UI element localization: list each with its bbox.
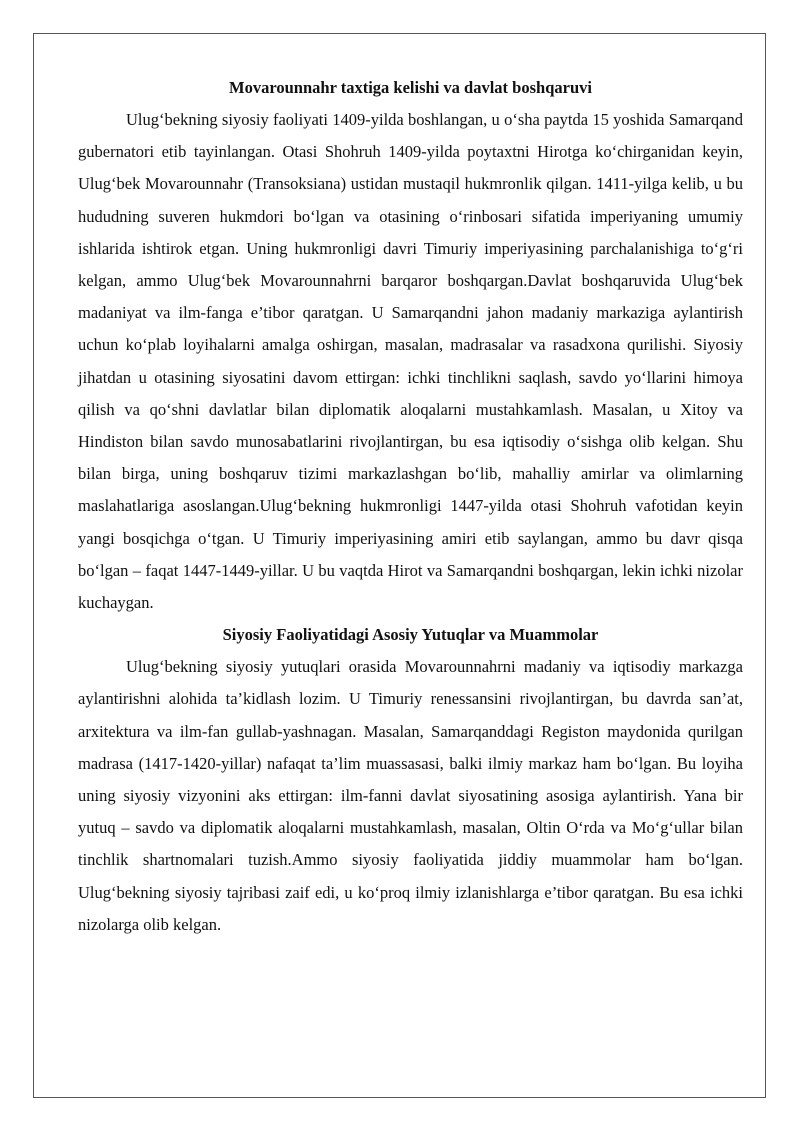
section-heading-accession: Movarounnahr taxtiga kelishi va davlat boshqaruvi — [229, 78, 592, 97]
section-heading-achievements: Siyosiy Faoliyatidagi Asosiy Yutuqlar va Muammolar — [222, 625, 599, 645]
document-body — [78, 72, 743, 941]
paragraph-achievements: Ulug‘bekning siyosiy yutuqlari orasida Movarounnahrni madaniy va iqtisodiy markazga aylantirishni alohida ta’kidlash lozim. U Timuriy renessansini rivojlantirgan, bu davrda san’at, arxitektura va ilm-fan gullab-yashnagan. Masalan, Samarqanddagi Registon maydonida qurilgan madrasa (1417-1420-yillar) nafaqat ta’lim muassasasi, balki ilmiy markaz ham bo‘lgan. Bu loyiha uning siyosiy vizyonini aks ettirgan: ilm-fanni davlat siyosatining asosiga aylantirish. Yana bir yutuq – savdo va diplomatik aloqalarni mustahkamlash, masalan, Oltin O‘rda va Mo‘g‘ullar bilan tinchlik shartnomalari tuzish.Ammo siyosiy faoliyatida jiddiy muammolar ham bo‘lgan. Ulug‘bekning siyosiy tajribasi zaif edi, u ko‘proq ilmiy izlanishlarga e’tibor qaratgan. Bu esa ichki nizolarga olib kelgan. — [78, 657, 743, 934]
paragraph-accession: Ulug‘bekning siyosiy faoliyati 1409-yilda boshlangan, u o‘sha paytda 15 yoshida Samarqand gubernatori etib tayinlangan. Otasi Shohruh 1409-yilda poytaxtni Hirotga ko‘chirganidan keyin, Ulug‘bek Movarounnahr (Transoksiana) ustidan mustaqil hukmronlik qilgan. 1411-yilga kelib, u bu hududning suveren hukmdori bo‘lgan va otasining o‘rinbosari sifatida imperiyaning umumiy ishlarida ishtirok etgan. Uning hukmronligi davri Timuriy imperiyasining parchalanishiga to‘g‘ri kelgan, ammo Ulug‘bek Movarounnahrni barqaror boshqargan.Davlat boshqaruvida Ulug‘bek madaniyat va ilm-fanga e’tibor qaratgan. U Samarqandni jahon madaniy markaziga aylantirish uchun ko‘plab loyihalarni amalga oshirgan, masalan, madrasalar va rasadxona qurilishi. Siyosiy jihatdan u otasining siyosatini davom ettirgan: ichki tinchlikni saqlash, savdo yo‘llarini himoya qilish va qo‘shni davlatlar bilan diplomatik aloqalarni mustahkamlash. Masalan, u Xitoy va Hindiston bilan savdo munosabatlarini rivojlantirgan, bu esa iqtisodiy o‘sishga olib kelgan. Shu bilan birga, uning boshqaruv tizimi markazlashgan bo‘lib, mahalliy amirlar va olimlarning maslahatlariga asoslangan.Ulug‘bekning hukmronligi 1447-yilda otasi Shohruh vafotidan keyin yangi bosqichga o‘tgan. U Timuriy imperiyasining amiri etib saylangan, ammo bu davr qisqa bo‘lgan – faqat 1447-1449-yillar. U bu vaqtda Hirot va Samarqandni boshqargan, lekin ichki nizolar kuchaygan. — [78, 110, 743, 613]
